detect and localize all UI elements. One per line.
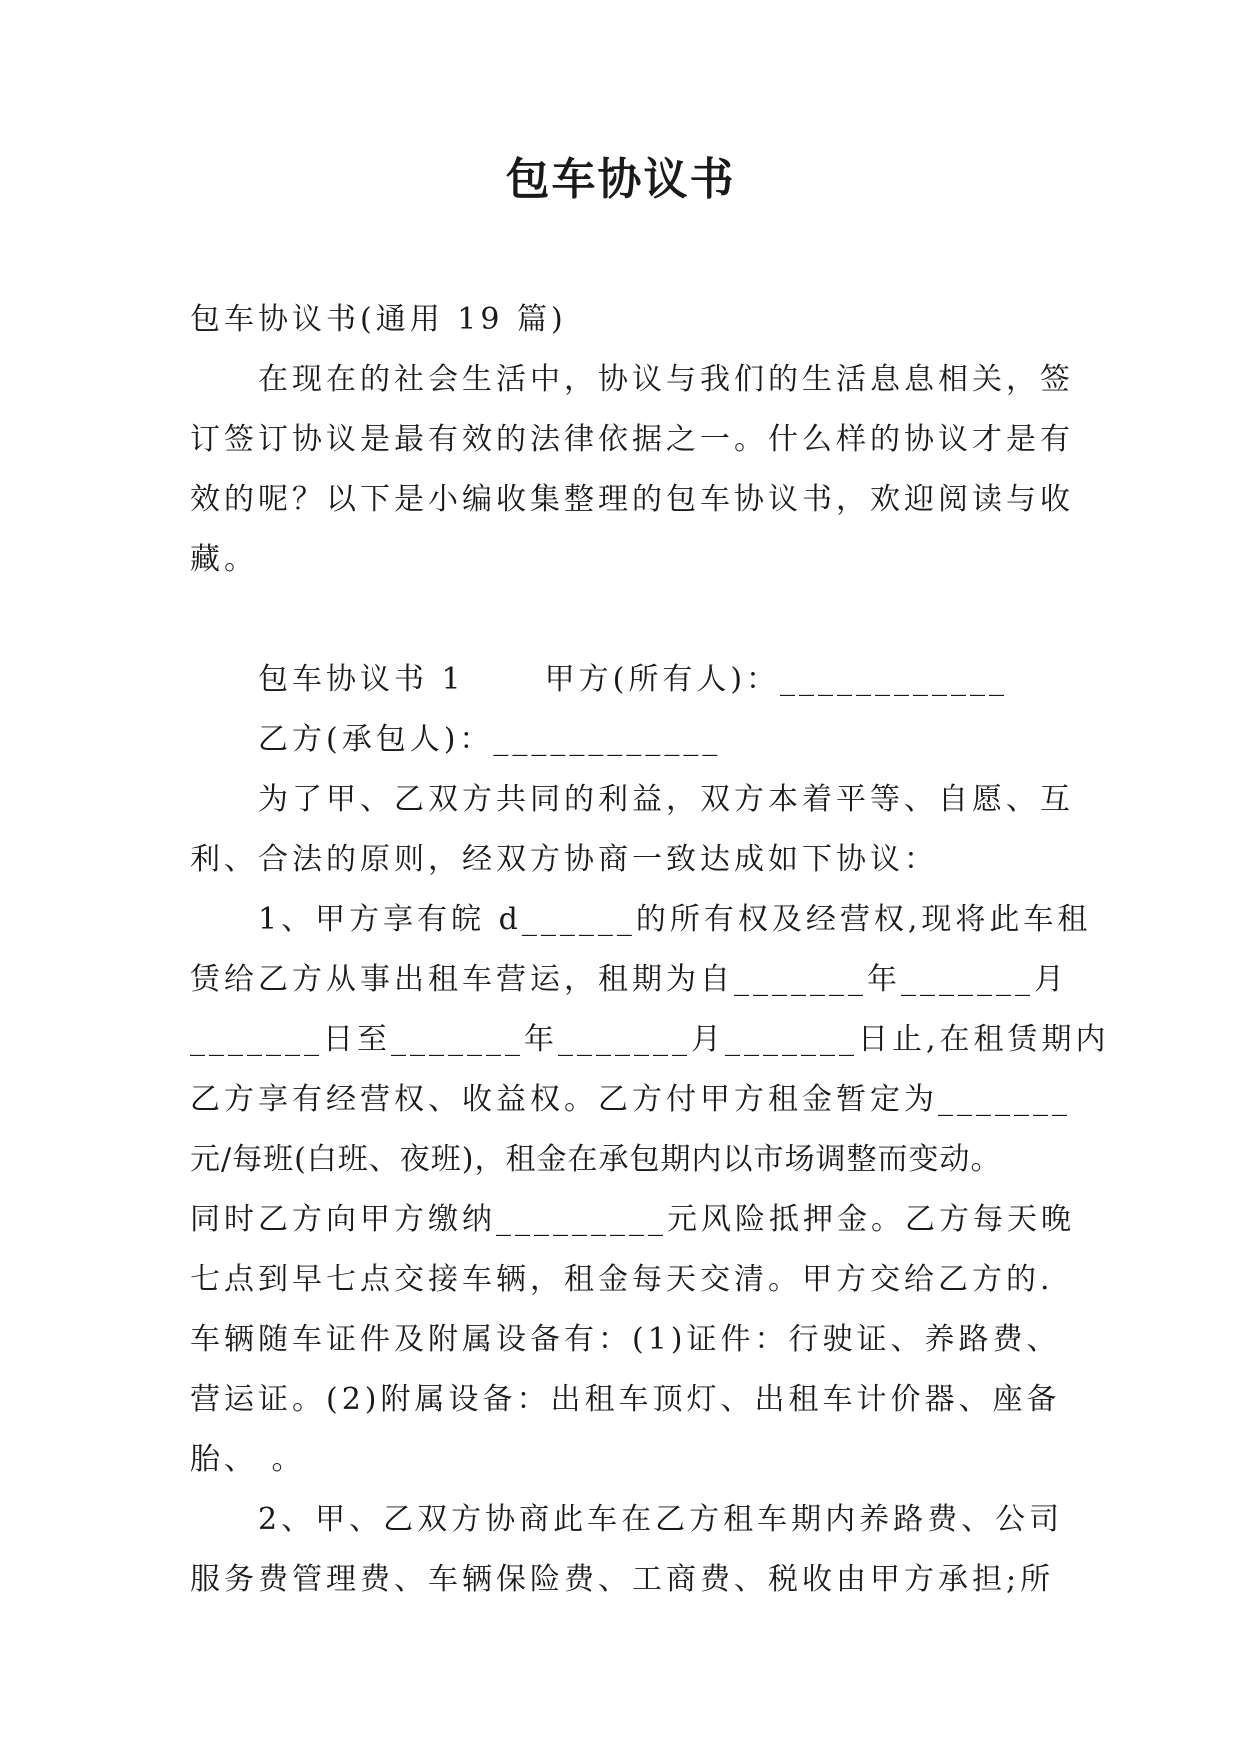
blank-line: [190, 590, 1060, 650]
clause-line: 服务费管理费、车辆保险费、工商费、税收由甲方承担;所: [190, 1562, 1055, 1597]
party-a-field: 甲方(所有人)：____________: [544, 662, 1009, 697]
clause-line: 胎、 。: [190, 1442, 306, 1477]
clause-line: _______日至_______年_______月_______日止,在租赁期内: [190, 1022, 1110, 1057]
clause-line: 赁给乙方从事出租车营运，租期为自_______年_______月: [190, 962, 1068, 997]
document-title: 包车协议书: [505, 154, 736, 205]
clause-line: 元/每班(白班、夜班)，租金在承包期内以市场调整而变动。: [190, 1142, 1002, 1177]
paragraph-line: 为了甲、乙双方共同的利益，双方本着平等、自愿、互: [258, 782, 1074, 817]
paragraph-line: 在现在的社会生活中，协议与我们的生活息息相关，签: [258, 362, 1074, 397]
clause-line: 2、甲、乙双方协商此车在乙方租车期内养路费、公司: [258, 1502, 1064, 1537]
paragraph-line: 订签订协议是最有效的法律依据之一。什么样的协议才是有: [190, 422, 1074, 457]
clause-line: 1、甲方享有皖 d______的所有权及经营权,现将此车租: [258, 902, 1092, 937]
clause-line: 同时乙方向甲方缴纳_________元风险抵押金。乙方每天晚: [190, 1202, 1075, 1237]
clause-line: 乙方享有经营权、收益权。乙方付甲方租金暂定为_______: [190, 1082, 1071, 1117]
agreement-heading-line: [190, 650, 1060, 710]
clause-line: 车辆随车证件及附属设备有：(1)证件：行驶证、养路费、: [190, 1322, 1061, 1357]
agreement-number: 包车协议书 1: [258, 662, 465, 697]
party-b-field: 乙方(承包人)：____________: [258, 722, 722, 757]
paragraph-line: 藏。: [190, 542, 258, 577]
clause-line: 营运证。(2)附属设备：出租车顶灯、出租车计价器、座备: [190, 1382, 1061, 1417]
paragraph-line: 利、合法的原则，经双方协商一致达成如下协议：: [190, 842, 938, 877]
clause-line: 七点到早七点交接车辆，租金每天交清。甲方交给乙方的.: [190, 1262, 1054, 1297]
subtitle-line: 包车协议书(通用 19 篇): [190, 302, 567, 337]
document-body: [190, 290, 1110, 1610]
paragraph-line: 效的呢？以下是小编收集整理的包车协议书，欢迎阅读与收: [190, 482, 1074, 517]
